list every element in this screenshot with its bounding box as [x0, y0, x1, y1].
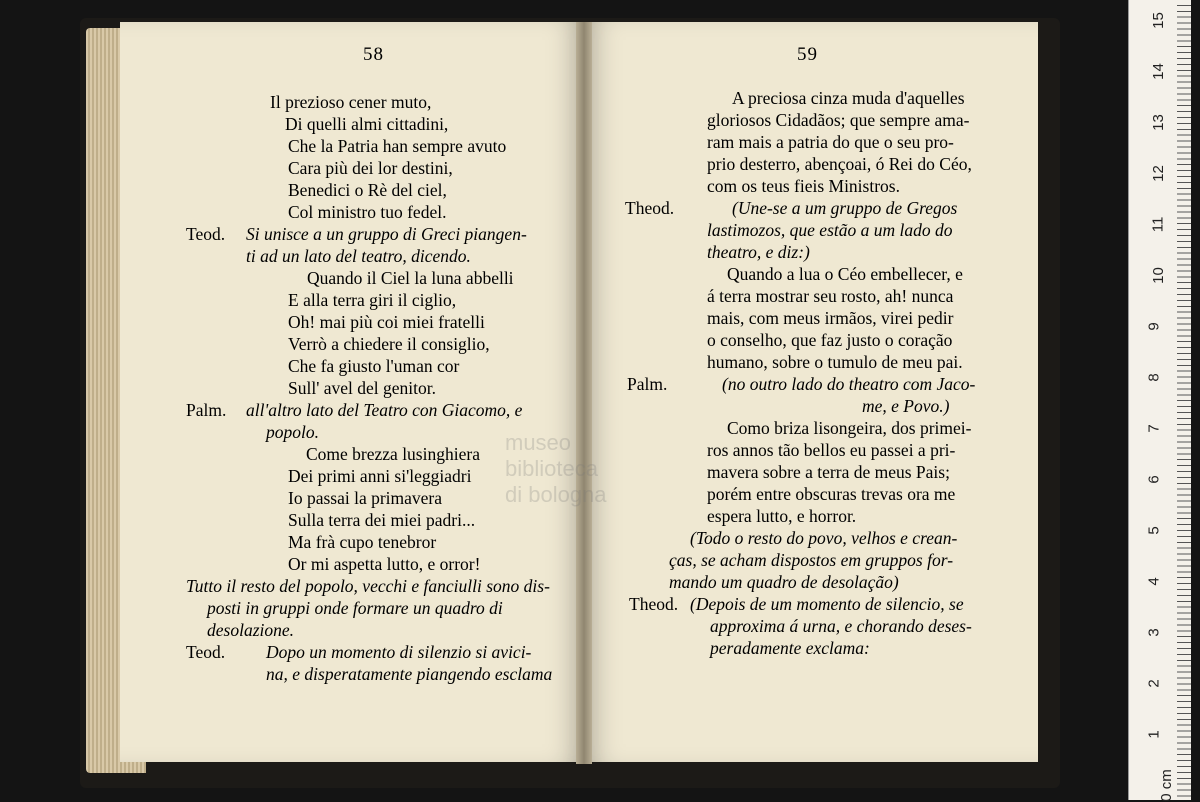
- watermark-line: di bologna: [505, 482, 607, 507]
- left-page-text-line: E alla terra giri il ciglio,: [288, 290, 457, 310]
- right-page-text-line: mavera sobre a terra de meus Pais;: [707, 462, 950, 482]
- right-page-text-line: á terra mostrar seu rosto, ah! nunca: [707, 286, 954, 306]
- watermark-line: museo: [505, 430, 572, 455]
- right-page-text-line: ram mais a patria do que o seu pro-: [707, 132, 954, 152]
- watermark-line: biblioteca: [505, 456, 598, 481]
- right-page-text-line: peradamente exclama:: [710, 638, 870, 658]
- left-page-text-line: ti ad un lato del teatro, dicendo.: [246, 246, 471, 266]
- left-page-text-line: Dei primi anni si'leggiadri: [288, 466, 472, 486]
- right-page-text-line: mais, com meus irmãos, virei pedir: [707, 308, 954, 328]
- left-page-text-line: Sulla terra dei miei padri...: [288, 510, 476, 530]
- right-page-text-line: (no outro lado do theatro com Jaco-: [722, 374, 976, 394]
- left-page-text-line: desolazione.: [207, 620, 295, 640]
- right-page-text-line: (Une-se a um gruppo de Gregos: [732, 198, 958, 218]
- left-page-text-line: Quando il Ciel la luna abbelli: [307, 268, 514, 288]
- right-page-text-line: Quando a lua o Céo embellecer, e: [727, 264, 963, 284]
- left-page-text-line: Il prezioso cener muto,: [270, 92, 432, 112]
- right-page-text-line: me, e Povo.): [862, 396, 950, 416]
- right-page-text-line: approxima á urna, e chorando deses-: [710, 616, 972, 636]
- ruler-mark-label: 11: [1149, 216, 1167, 233]
- right-page-text-line: espera lutto, e horror.: [707, 506, 857, 526]
- left-page-text-line: posti in gruppi onde formare un quadro di: [207, 598, 503, 618]
- left-page-text-line: Tutto il resto del popolo, vecchi e fanciulli sono dis-: [186, 576, 550, 596]
- left-page-text-line: Che fa giusto l'uman cor: [288, 356, 460, 376]
- ruler-mark-label: 9: [1145, 322, 1163, 331]
- left-page-text-line: Col ministro tuo fedel.: [288, 202, 447, 222]
- right-page-text-line: (Depois de um momento de silencio, se: [690, 594, 964, 614]
- ruler-mark-label: 12: [1149, 165, 1167, 182]
- left-page-number: 58: [363, 44, 384, 65]
- speaker-label: Theod.: [625, 198, 675, 218]
- right-page-text-line: prio desterro, abençoai, ó Rei do Céo,: [707, 154, 972, 174]
- right-page-text-line: humano, sobre o tumulo de meu pai.: [707, 352, 963, 372]
- right-page-text-line: ros annos tão bellos eu passei a pri-: [707, 440, 956, 460]
- left-page-text-line: Oh! mai più coi miei fratelli: [288, 312, 485, 332]
- library-watermark: [505, 430, 607, 508]
- left-page-text-line: Che la Patria han sempre avuto: [288, 136, 507, 156]
- right-page-number: 59: [797, 44, 818, 65]
- ruler-mark-label: 4: [1145, 577, 1163, 586]
- right-page-text-line: porém entre obscuras trevas ora me: [707, 484, 956, 504]
- right-page-text-line: ças, se acham dispostos em gruppos for-: [669, 550, 954, 570]
- left-page-text-line: Dopo un momento di silenzio si avici-: [266, 642, 532, 662]
- ruler-mark-label: 15: [1149, 12, 1167, 29]
- left-page-text-line: Or mi aspetta lutto, e orror!: [288, 554, 481, 574]
- right-page-text-line: theatro, e diz:): [707, 242, 810, 262]
- ruler-mark-label: 8: [1145, 373, 1163, 382]
- ruler-mark-label: 3: [1145, 628, 1163, 637]
- left-page-text-line: Di quelli almi cittadini,: [285, 114, 449, 134]
- speaker-label: Palm.: [186, 400, 227, 420]
- speaker-label: Teod.: [186, 224, 226, 244]
- left-page-text-line: Sull' avel del genitor.: [288, 378, 436, 398]
- speaker-label: Palm.: [627, 374, 668, 394]
- left-page-text-line: na, e disperatamente piangendo esclama: [266, 664, 553, 684]
- right-page-text-line: mando um quadro de desolação): [669, 572, 899, 592]
- left-page-text-line: Benedici o Rè del ciel,: [288, 180, 447, 200]
- right-page-text-line: gloriosos Cidadãos; que sempre ama-: [707, 110, 970, 130]
- right-page-text-line: (Todo o resto do povo, velhos e crean-: [690, 528, 958, 548]
- ruler-mark-label: 7: [1145, 424, 1163, 433]
- left-page-text-line: Cara più dei lor destini,: [288, 158, 453, 178]
- ruler-mark-label: 13: [1149, 114, 1167, 131]
- ruler-mark-label: 14: [1149, 63, 1167, 80]
- ruler-mark-label: 2: [1145, 679, 1163, 688]
- left-page-text-line: Verrò a chiedere il consiglio,: [288, 334, 490, 354]
- ruler-mark-label: 1: [1145, 730, 1163, 739]
- speaker-label: Teod.: [186, 642, 226, 662]
- ruler-mark-label: 0 cm: [1157, 769, 1175, 802]
- book-gutter: [576, 22, 592, 764]
- right-page-text-line: A preciosa cinza muda d'aquelles: [732, 88, 965, 108]
- left-page-text-line: Io passai la primavera: [288, 488, 443, 508]
- right-page-text-line: Como briza lisongeira, dos primei-: [727, 418, 972, 438]
- ruler-mark-label: 6: [1145, 475, 1163, 484]
- ruler-mark-label: 5: [1145, 526, 1163, 535]
- left-page-text-line: all'altro lato del Teatro con Giacomo, e: [246, 400, 523, 420]
- right-page-text-line: com os teus fieis Ministros.: [707, 176, 900, 196]
- left-page-text-line: Si unisce a un gruppo di Greci piangen-: [246, 224, 527, 244]
- ruler-mark-label: 10: [1149, 267, 1167, 284]
- speaker-label: Theod.: [629, 594, 679, 614]
- right-page-text-line: o conselho, que faz justo o coração: [707, 330, 953, 350]
- left-page-text-line: popolo.: [266, 422, 319, 442]
- right-page-text-line: lastimozos, que estão a um lado do: [707, 220, 953, 240]
- left-page-text-line: Ma frà cupo tenebror: [288, 532, 437, 552]
- left-page-text-line: Come brezza lusinghiera: [306, 444, 480, 464]
